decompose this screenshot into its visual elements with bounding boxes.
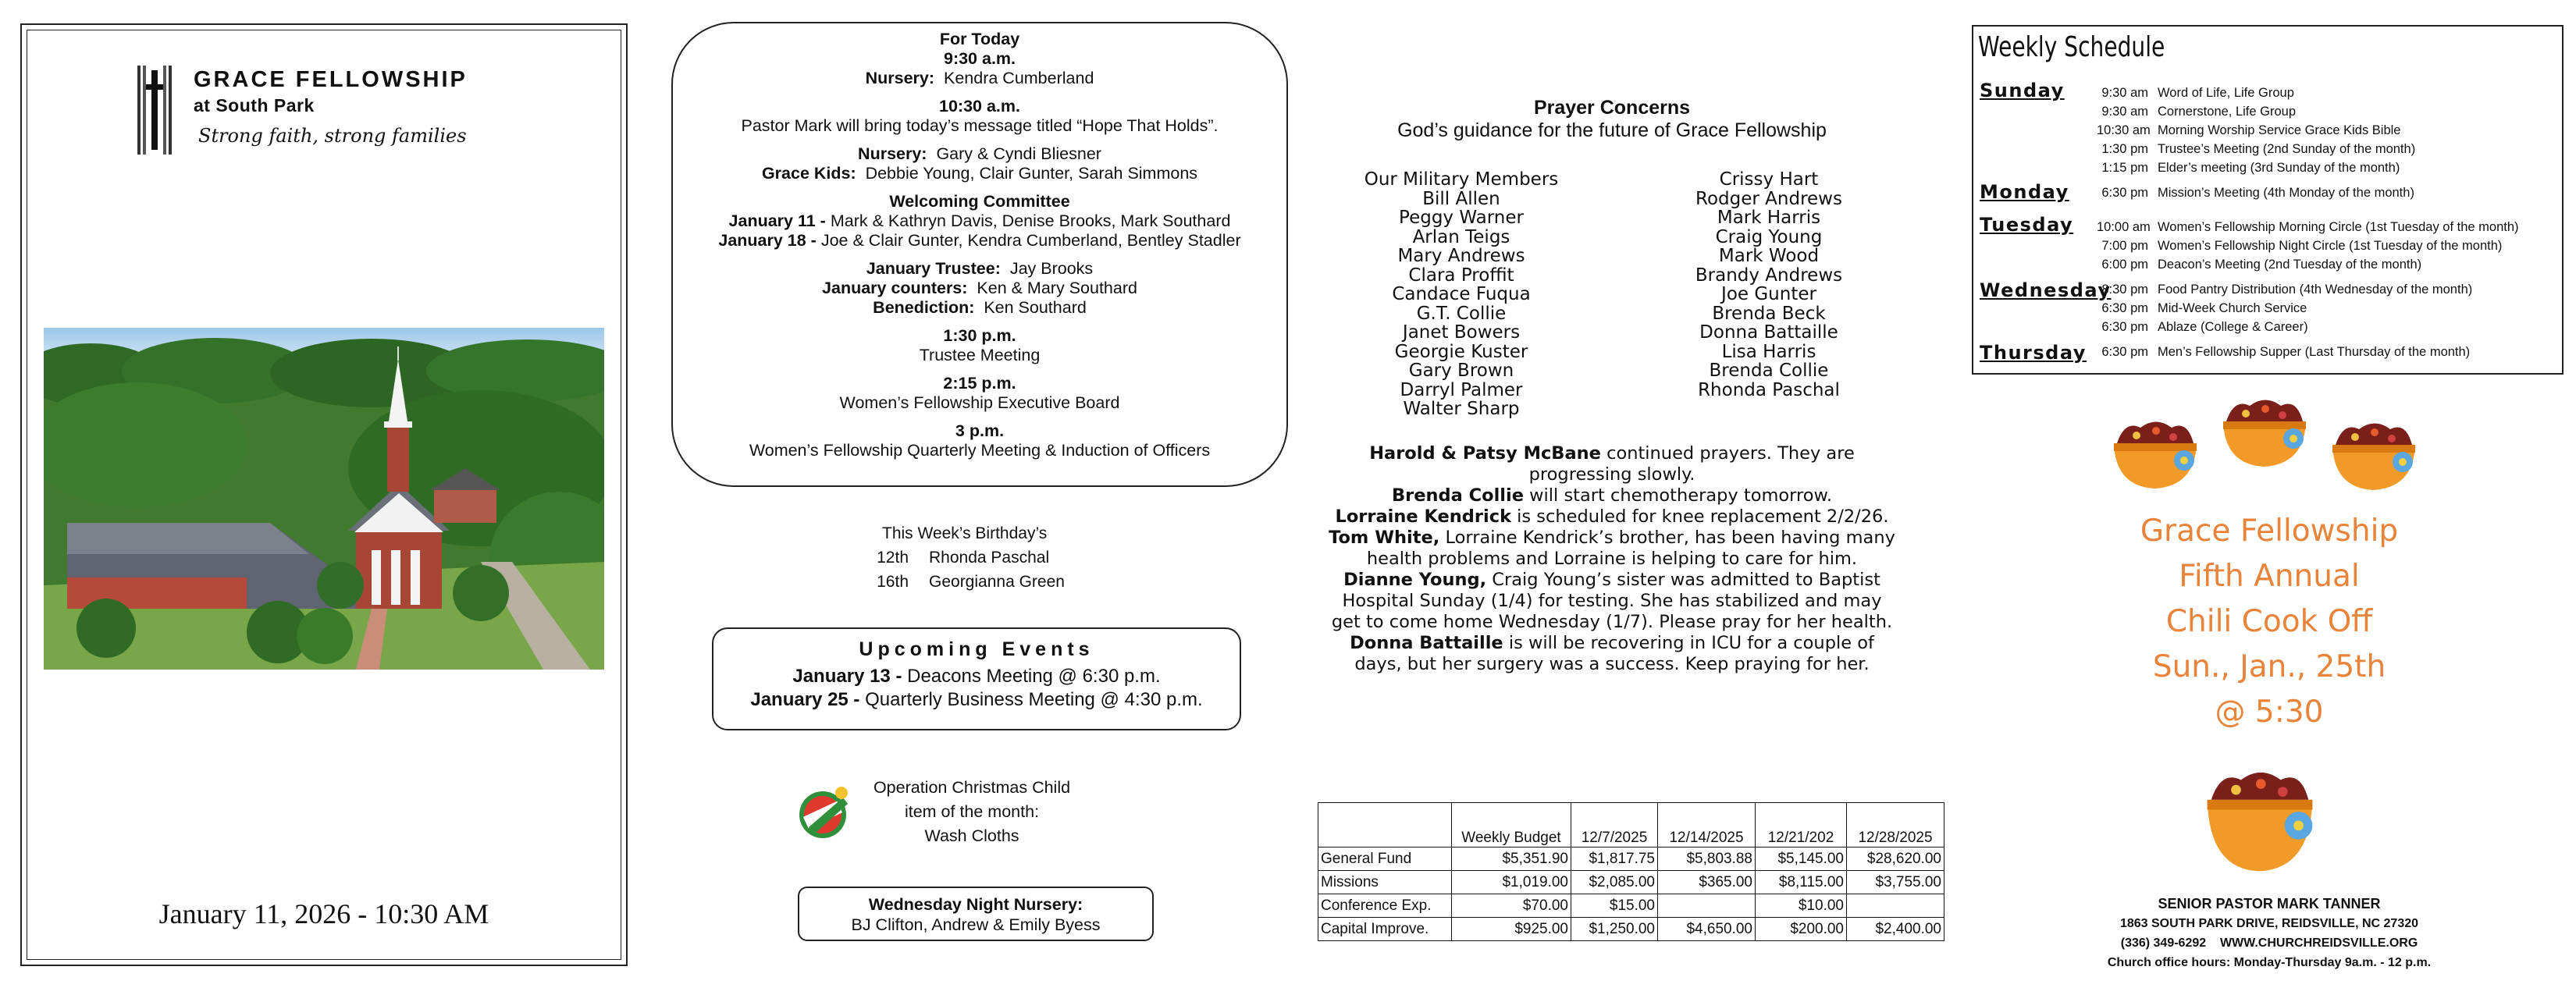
chili-line-2: Fifth Annual [2179,559,2360,594]
event-215: Women’s Fellowship Executive Board [839,393,1120,412]
for-today-box [671,22,1288,487]
prayer-name: Our Military Members [1364,169,1559,190]
prayer-subtitle: God’s guidance for the future of Grace Fellowship [1397,119,1827,141]
finance-header-cell: 12/28/2025 [1847,803,1944,848]
schedule-event [2097,161,2400,176]
birthdays-heading: This Week’s Birthday’s [882,524,1048,542]
prayer-name: Mark Wood [1718,246,1820,266]
prayer-name: Brandy Andrews [1695,265,1843,286]
message-text: Pastor Mark will bring today’s message titled “Hope That Holds”. [741,116,1219,135]
schedule-event [2097,320,2308,335]
benediction-row: Benediction: Ken Southard [873,298,1087,317]
prayer-name: Donna Battaille [1699,322,1838,343]
grace-kids-row: Grace Kids: Debbie Young, Clair Gunter, Sarah Simmons [761,164,1198,183]
finance-cell: $5,803.88 [1658,848,1756,871]
finance-header-cell: 12/21/202 [1756,803,1847,848]
event-3: Women’s Fellowship Quarterly Meeting & Induction of Officers [749,441,1211,460]
prayer-name: Peggy Warner [1399,208,1524,228]
finance-cell: Conference Exp. [1318,894,1452,918]
schedule-event-text: Mid-Week Church Service [2158,301,2307,315]
chili-line-5: @ 5:30 [2215,695,2324,730]
church-name: GRACE FELLOWSHIP [194,67,468,92]
trustee-row: January Trustee: Jay Brooks [866,259,1094,278]
schedule-event-time: 10:00 am [2097,220,2151,234]
event-130: Trustee Meeting [919,346,1041,364]
schedule-event-time: 7:00 pm [2101,239,2148,253]
schedule-event [2097,283,2472,297]
birthdays-section [859,521,1093,594]
schedule-event-time: 6:30 pm [2101,301,2148,315]
prayer-note-text: will start chemotherapy tomorrow. [1523,485,1833,506]
schedule-event-time: 1:30 pm [2101,142,2148,156]
prayer-name: Georgie Kuster [1394,341,1528,362]
schedule-day-thursday: Thursday [1980,342,2087,364]
nursery-1030-row: Nursery: Gary & Cyndi Bliesner [858,144,1101,163]
finance-row [1318,894,1944,918]
schedule-day-monday: Monday [1980,181,2069,203]
finance-cell: $10.00 [1756,894,1847,918]
prayer-note-name: Donna Battaille [1350,633,1503,653]
schedule-event-text: Deacon’s Meeting (2nd Tuesday of the month) [2158,258,2422,272]
prayer-name: Darryl Palmer [1400,379,1523,400]
finance-cell: $4,650.00 [1658,918,1756,941]
prayer-name: Mark Harris [1717,208,1821,228]
schedule-event-time: 6:30 pm [2101,320,2148,334]
schedule-event [2097,258,2421,272]
schedule-event-text: Food Pantry Distribution (4th Wednesday of the month) [2158,283,2473,297]
prayer-note-text: is scheduled for knee replacement 2/2/26. [1511,506,1889,527]
prayer-name: Rhonda Paschal [1698,379,1840,400]
church-photo [44,328,604,670]
prayer-name: Brenda Collie [1709,361,1829,381]
chili-pot-icons [2108,390,2435,507]
schedule-day-tuesday: Tuesday [1980,214,2074,236]
upcoming-event-2: January 25 - Quarterly Business Meeting @ 4:30 p.m. [750,689,1203,710]
finance-cell: $15.00 [1571,894,1658,918]
schedule-day-sunday: Sunday [1980,80,2065,101]
occ-line-2: item of the month: [904,802,1040,821]
finance-cell: $1,019.00 [1452,871,1571,894]
upcoming-event-1: January 13 - Deacons Meeting @ 6:30 p.m. [792,666,1161,687]
finance-table [1318,802,1944,941]
chili-pot-icon [2223,400,2306,467]
phone-website-row: (336) 349-6292 WWW.CHURCHREIDSVILLE.ORG [2120,936,2418,950]
prayer-name: Walter Sharp [1403,399,1520,419]
schedule-event [2097,239,2502,254]
prayer-name: G.T. Collie [1416,303,1507,324]
finance-cell: $1,250.00 [1571,918,1658,941]
pastor-title: SENIOR PASTOR MARK TANNER [2158,896,2381,911]
schedule-event-text: Cornerstone, Life Group [2158,105,2297,119]
finance-cell: $8,115.00 [1756,871,1847,894]
finance-cell: $5,145.00 [1756,848,1847,871]
prayer-note [1327,633,1897,675]
prayer-name: Mary Andrews [1397,246,1525,266]
chili-pot-large-icon [2201,760,2318,877]
prayer-note [1327,485,1897,506]
schedule-event-time: 6:00 pm [2101,258,2148,272]
schedule-event-text: Trustee’s Meeting (2nd Sunday of the month) [2158,142,2416,156]
welcome-row-1: January 11 - Mark & Kathryn Davis, Denise Brooks, Mark Southard [728,211,1231,230]
finance-cell: Missions [1318,871,1452,894]
schedule-event [2097,86,2294,101]
counters-row: January counters: Ken & Mary Southard [822,279,1137,297]
schedule-event-text: Women’s Fellowship Morning Circle (1st Tuesday of the month) [2158,220,2519,234]
today-time-1030: 10:30 a.m. [939,97,1020,115]
prayer-name: Brenda Beck [1712,303,1826,324]
finance-cell [1847,894,1944,918]
finance-header-cell [1318,803,1452,848]
schedule-event [2097,186,2414,201]
schedule-event [2097,345,2470,360]
prayer-header [1327,97,1897,142]
schedule-event-text: Women’s Fellowship Night Circle (1st Tuesday of the month) [2158,239,2503,253]
finance-row [1318,918,1944,941]
finance-cell: $925.00 [1452,918,1571,941]
schedule-event-text: Mission’s Meeting (4th Monday of the month) [2158,186,2414,200]
finance-cell: $1,817.75 [1571,848,1658,871]
chili-cook-off-announcement [1967,509,2571,735]
occ-item-of-month [859,776,1085,848]
prayer-note-text: is will be recovering in ICU for a couple of days, but her surgery was a success. Keep praying for her. [1354,633,1874,674]
prayer-note-text: Lorraine Kendrick’s brother, has been having many health problems and Lorraine is helping to care for him. [1366,528,1895,569]
wednesday-nursery-title: Wednesday Night Nursery: [868,895,1083,914]
birthday-row: 16th Georgianna Green [877,573,1065,591]
cross-logo-icon [137,66,172,155]
occ-line-3: Wash Cloths [924,826,1019,845]
chili-line-3: Chili Cook Off [2165,604,2373,639]
finance-header-cell: Weekly Budget [1452,803,1571,848]
prayer-list-left [1321,170,1602,419]
finance-cell: $70.00 [1452,894,1571,918]
schedule-event-time: 8:30 pm [2101,283,2148,297]
chili-line-4: Sun., Jan., 25th [2152,649,2386,684]
schedule-event [2097,105,2296,119]
schedule-event-time: 9:30 am [2101,105,2148,119]
chili-line-1: Grace Fellowship [2140,513,2399,549]
finance-header-row [1318,803,1944,848]
today-time-130: 1:30 p.m. [943,326,1016,345]
prayer-name: Rodger Andrews [1695,188,1842,209]
schedule-event-text: Men’s Fellowship Supper (Last Thursday of the month) [2158,345,2471,359]
church-location: at South Park [194,95,315,115]
prayer-note-text: Craig Young’s sister was admitted to Baptist Hospital Sunday (1/4) for testing. She has stabilized and may get to come home Wednesday (1/7). Please pray for her health. [1331,570,1893,632]
finance-cell: $28,620.00 [1847,848,1944,871]
schedule-event [2097,142,2415,157]
church-address: 1863 SOUTH PARK DRIVE, REIDSVILLE, NC 27320 [2119,917,2419,930]
today-time-215: 2:15 p.m. [943,374,1016,393]
occ-line-1: Operation Christmas Child [873,778,1071,797]
finance-cell: Capital Improve. [1318,918,1452,941]
schedule-event-text: Ablaze (College & Career) [2158,320,2308,334]
prayer-title: Prayer Concerns [1533,97,1691,119]
wednesday-nursery-names: BJ Clifton, Andrew & Emily Byess [851,915,1101,934]
finance-cell: $5,351.90 [1452,848,1571,871]
schedule-event-text: Word of Life, Life Group [2158,86,2294,100]
finance-header-cell: 12/7/2025 [1571,803,1658,848]
prayer-name: Candace Fuqua [1392,284,1531,304]
schedule-event [2097,123,2401,138]
chili-pot-icon [2332,424,2415,491]
finance-cell [1658,894,1756,918]
finance-cell: $365.00 [1658,871,1756,894]
prayer-note [1327,443,1897,485]
prayer-name: Lisa Harris [1721,341,1816,362]
schedule-event-time: 10:30 am [2097,123,2151,137]
prayer-name: Craig Young [1715,226,1823,247]
prayer-name: Clara Proffit [1408,265,1514,286]
prayer-name: Joe Gunter [1721,284,1816,304]
schedule-event-time: 6:30 pm [2101,186,2148,200]
schedule-event-text: Morning Worship Service Grace Kids Bible [2158,123,2401,137]
prayer-notes [1327,443,1897,675]
finance-header-cell: 12/14/2025 [1658,803,1756,848]
prayer-name: Bill Allen [1422,188,1500,209]
prayer-list-right [1628,170,1909,400]
upcoming-events-title: Upcoming Events [859,638,1094,660]
today-time-930: 9:30 a.m. [943,49,1016,68]
schedule-event-time: 6:30 pm [2101,345,2148,359]
finance-cell: $2,085.00 [1571,871,1658,894]
schedule-day-wednesday: Wednesday [1980,279,2112,301]
prayer-name: Arlan Teigs [1412,226,1510,247]
finance-cell: General Fund [1318,848,1452,871]
prayer-note-name: Tom White, [1329,528,1440,548]
prayer-note-name: Harold & Patsy McBane [1369,443,1601,464]
weekly-schedule-title: Weekly Schedule [1978,31,2165,63]
birthday-row: 12th Rhonda Paschal [877,549,1050,567]
schedule-event [2097,220,2519,235]
church-tagline: Strong faith, strong families [198,125,467,147]
prayer-note-name: Lorraine Kendrick [1335,506,1512,527]
wednesday-nursery-box [798,887,1154,941]
finance-cell: $200.00 [1756,918,1847,941]
prayer-name: Janet Bowers [1402,322,1521,343]
schedule-event-text: Elder’s meeting (3rd Sunday of the month) [2158,161,2400,175]
nursery-930-row: Nursery: Kendra Cumberland [865,69,1094,87]
schedule-event [2097,301,2307,316]
service-datetime: January 11, 2026 - 10:30 AM [158,898,489,929]
prayer-name: Crissy Hart [1719,169,1819,190]
prayer-note [1327,528,1897,570]
schedule-event-time: 1:15 pm [2101,161,2148,175]
welcome-row-2: January 18 - Joe & Clair Gunter, Kendra Cumberland, Bentley Stadler [718,231,1241,250]
operation-christmas-child-logo-icon [793,780,856,843]
pastor-contact [1967,894,2571,972]
upcoming-events-box [712,627,1241,730]
office-hours: Church office hours: Monday-Thursday 9a.m. - 12 p.m. [2107,956,2432,969]
prayer-note [1327,506,1897,528]
today-heading: For Today [939,30,1020,48]
finance-row [1318,871,1944,894]
finance-cell: $2,400.00 [1847,918,1944,941]
welcome-heading: Welcoming Committee [889,192,1070,211]
finance-row [1318,848,1944,871]
today-time-3: 3 p.m. [955,421,1005,440]
prayer-note [1327,570,1897,633]
schedule-event-time: 9:30 am [2101,86,2148,100]
finance-cell: $3,755.00 [1847,871,1944,894]
chili-pot-icon [2114,422,2197,489]
prayer-note-name: Brenda Collie [1391,485,1524,506]
prayer-note-text: continued prayers. They are progressing slowly. [1528,443,1855,485]
prayer-name: Gary Brown [1408,361,1514,381]
prayer-note-name: Dianne Young, [1343,570,1487,590]
